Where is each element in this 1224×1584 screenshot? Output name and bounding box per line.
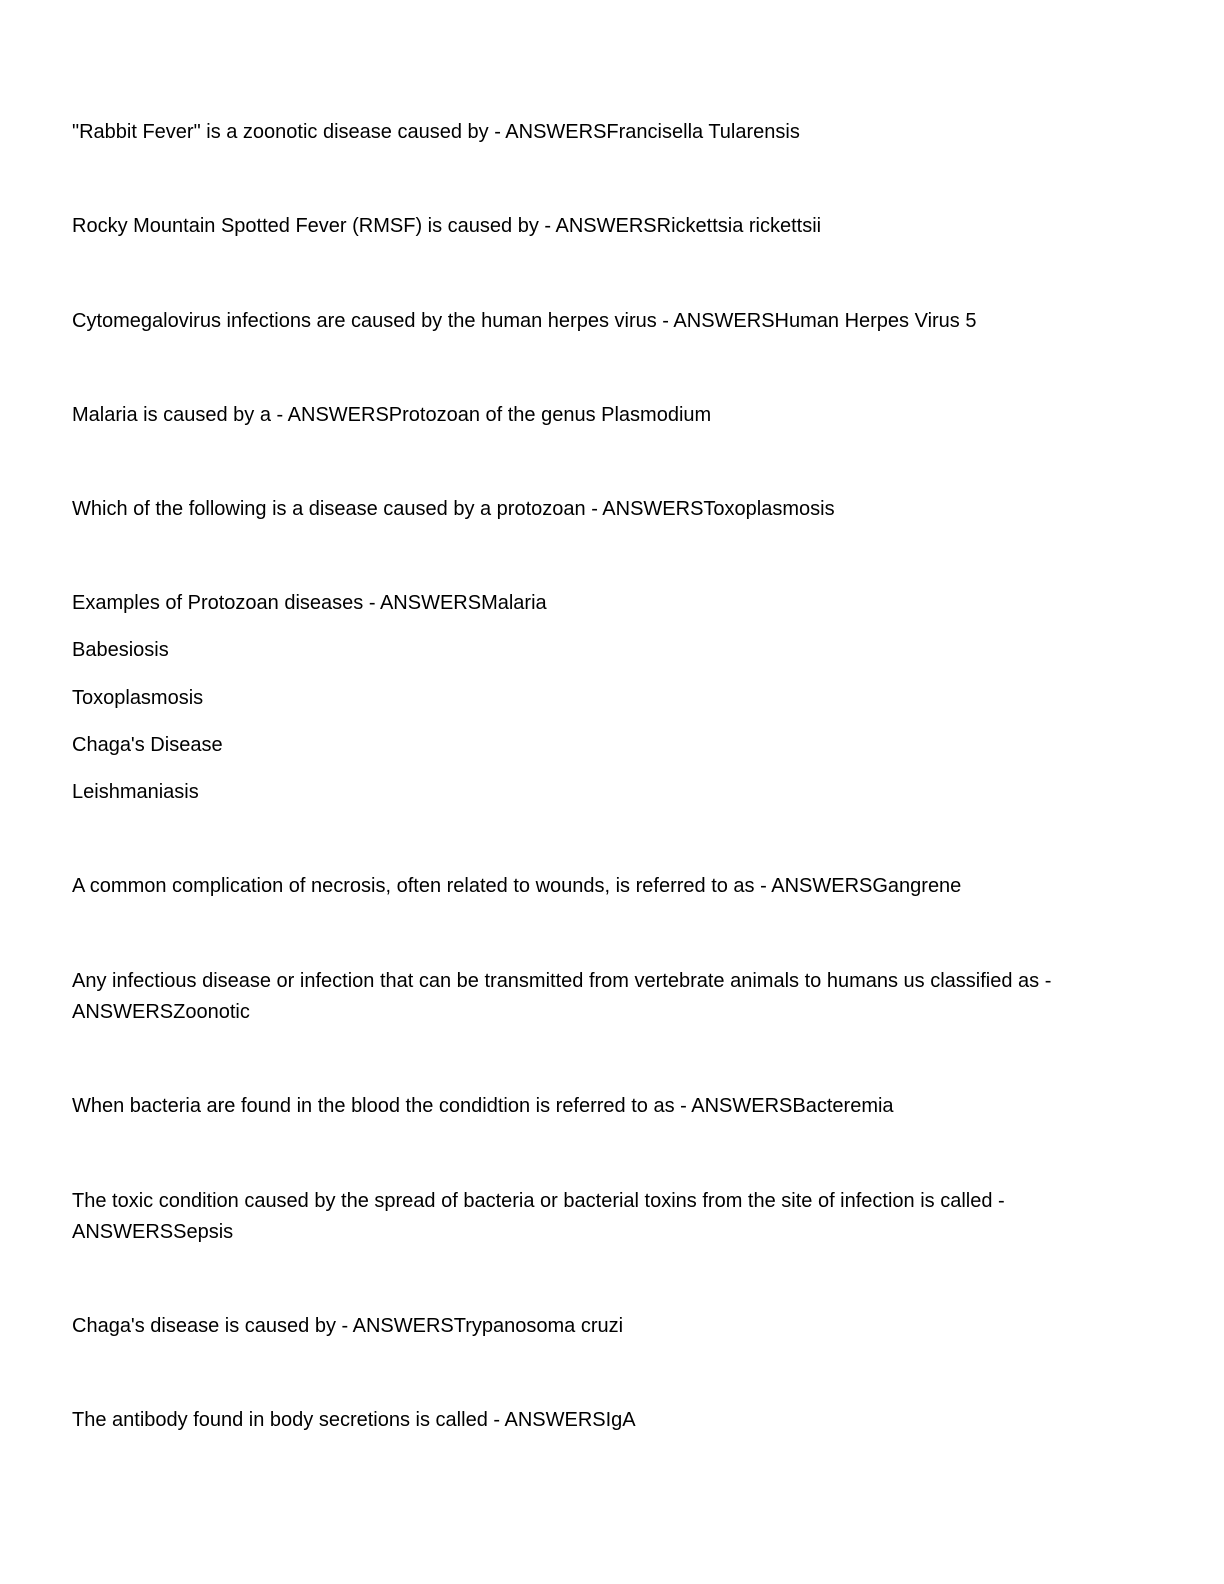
- qa-item-protozoan-disease: Which of the following is a disease caused by a protozoan - ANSWERSToxoplasmosis: [72, 498, 835, 520]
- qa-item-rabbit-fever: "Rabbit Fever" is a zoonotic disease caused by - ANSWERSFrancisella Tularensis: [72, 121, 800, 143]
- qa-item-sepsis: The toxic condition caused by the spread of bacteria or bacterial toxins from the site of infection is called - ANSWERSSepsis: [72, 1190, 1005, 1243]
- qa-item-cytomegalovirus: Cytomegalovirus infections are caused by the human herpes virus - ANSWERSHuman Herpes Virus 5: [72, 310, 977, 332]
- examples-list-item: Leishmaniasis: [72, 781, 199, 803]
- qa-item-rmsf: Rocky Mountain Spotted Fever (RMSF) is caused by - ANSWERSRickettsia rickettsii: [72, 215, 822, 237]
- qa-item-chagas: Chaga's disease is caused by - ANSWERSTrypanosoma cruzi: [72, 1315, 624, 1337]
- examples-list-item: Chaga's Disease: [72, 734, 223, 756]
- qa-item-malaria: Malaria is caused by a - ANSWERSProtozoan of the genus Plasmodium: [72, 404, 712, 426]
- qa-item-zoonotic: Any infectious disease or infection that can be transmitted from vertebrate animals to humans us classified as - ANSWERSZoonotic: [72, 970, 1052, 1023]
- qa-item-bacteremia: When bacteria are found in the blood the condidtion is referred to as - ANSWERSBacteremia: [72, 1095, 894, 1117]
- examples-heading: Examples of Protozoan diseases - ANSWERSMalaria: [72, 592, 547, 614]
- qa-item-gangrene: A common complication of necrosis, often related to wounds, is referred to as - ANSWERSGangrene: [72, 875, 962, 897]
- examples-list-item: Toxoplasmosis: [72, 687, 204, 709]
- examples-list-item: Babesiosis: [72, 639, 169, 661]
- qa-item-iga: The antibody found in body secretions is called - ANSWERSIgA: [72, 1409, 636, 1431]
